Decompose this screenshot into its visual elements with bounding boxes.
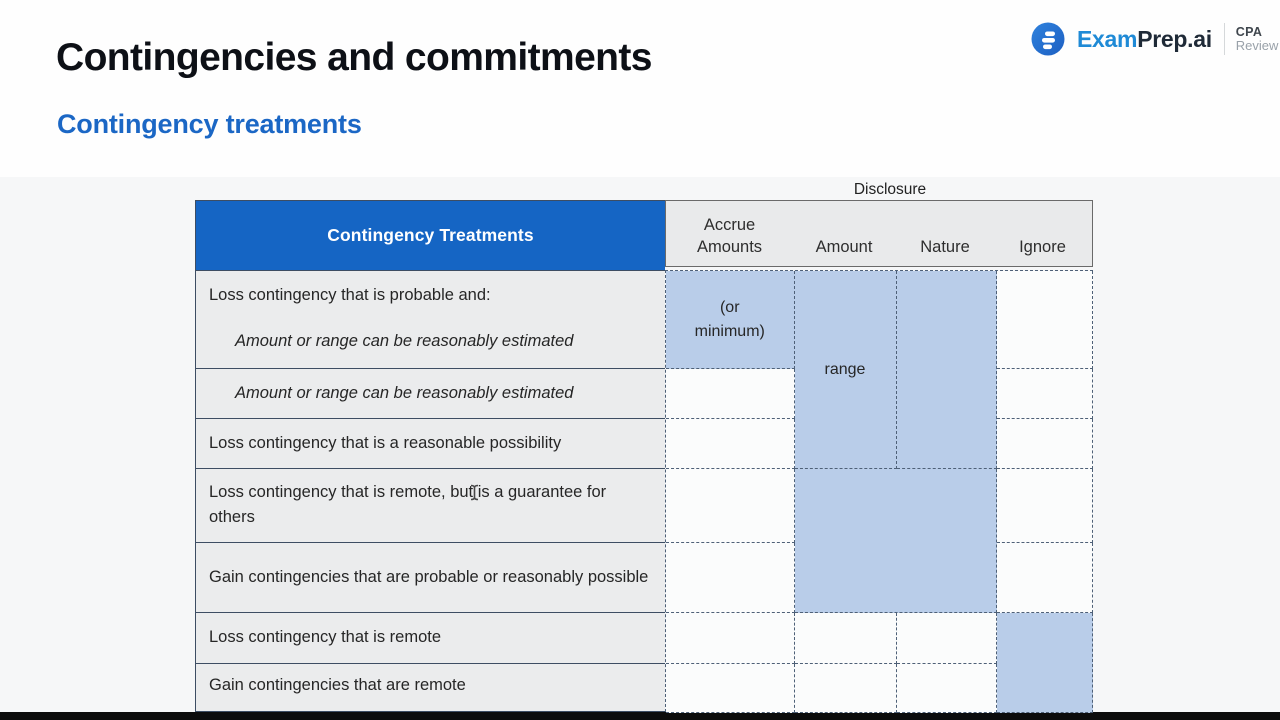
brand-name-primary: Exam	[1077, 25, 1138, 52]
cell-nature-rows1-3-highlighted	[897, 271, 997, 469]
cell-ignore-rows6-7-highlighted	[997, 613, 1093, 713]
brand-name	[1077, 26, 1212, 53]
row-subtext: Amount or range can be reasonably estimated	[235, 383, 574, 402]
cell-accrue-row2	[666, 369, 795, 419]
row-text: Loss contingency that is probable and:	[209, 285, 491, 304]
brand-product	[1236, 24, 1279, 54]
cell-note: range	[824, 360, 866, 378]
cell-amount-nature-rows4-5-highlighted	[795, 469, 997, 613]
column-header-nature: Nature	[920, 237, 970, 256]
brand-header	[1030, 21, 1278, 57]
table-row	[196, 542, 665, 612]
brand-product-line2: Review	[1235, 38, 1279, 54]
cell-accrue-row3	[666, 419, 795, 469]
video-letterbox-bar	[0, 712, 1280, 720]
column-header-accrue-amounts: Accrue Amounts	[696, 216, 763, 256]
table-row	[196, 663, 665, 709]
cell-nature-row7	[897, 664, 997, 713]
table-row	[196, 368, 665, 418]
cell-ignore-row3	[997, 419, 1093, 469]
column-header-amount: Amount	[815, 237, 873, 256]
cell-amount-row7	[795, 664, 897, 713]
disclosure-group-label: Disclosure	[853, 181, 927, 198]
cell-amount-row6	[795, 613, 897, 664]
cell-ignore-row1	[997, 271, 1093, 369]
examprep-logo-icon	[1030, 21, 1066, 57]
row-text: Gain contingencies that are probable or reasonably possible	[209, 567, 649, 586]
table-row	[196, 468, 665, 542]
brand-name-secondary: Prep.ai	[1137, 25, 1212, 52]
row-text: Loss contingency that is remote	[209, 628, 442, 646]
cell-note: (or minimum)	[694, 299, 765, 340]
treatments-description-column	[195, 200, 665, 712]
cell-ignore-row4	[997, 469, 1093, 543]
table-row	[196, 418, 665, 468]
row-text: Loss contingency that is a reasonable possibility	[209, 433, 562, 452]
disclosure-header-row	[665, 200, 1093, 267]
brand-divider	[1224, 23, 1225, 55]
table-row	[196, 612, 665, 663]
cell-accrue-row4	[666, 469, 795, 543]
cell-accrue-row6	[666, 613, 795, 664]
column-header-ignore: Ignore	[1019, 237, 1066, 256]
contingency-treatments-table	[195, 181, 1093, 712]
cell-accrue-row7	[666, 664, 795, 713]
row-text: Gain contingencies that are remote	[209, 676, 466, 695]
treatment-matrix-grid	[665, 270, 1093, 712]
disclosure-columns-pane	[665, 181, 1093, 712]
row-text: Loss contingency that is remote, but is a guarantee for others	[209, 483, 607, 526]
text-cursor-icon	[469, 484, 480, 506]
cell-ignore-row5	[997, 543, 1093, 613]
treatments-header-cell: Contingency Treatments	[196, 201, 665, 270]
page-title: Contingencies and commitments	[56, 36, 652, 79]
cell-accrue-probable-highlighted	[666, 271, 795, 369]
row-subtext: Amount or range can be reasonably estimated	[235, 331, 574, 350]
table-row	[196, 270, 665, 368]
cell-ignore-row2	[997, 369, 1093, 419]
section-subtitle: Contingency treatments	[57, 109, 362, 139]
cell-accrue-row5	[666, 543, 795, 613]
cell-nature-row6	[897, 613, 997, 664]
brand-product-line1: CPA	[1235, 24, 1263, 39]
cell-amount-rows1-3-highlighted	[795, 271, 897, 469]
